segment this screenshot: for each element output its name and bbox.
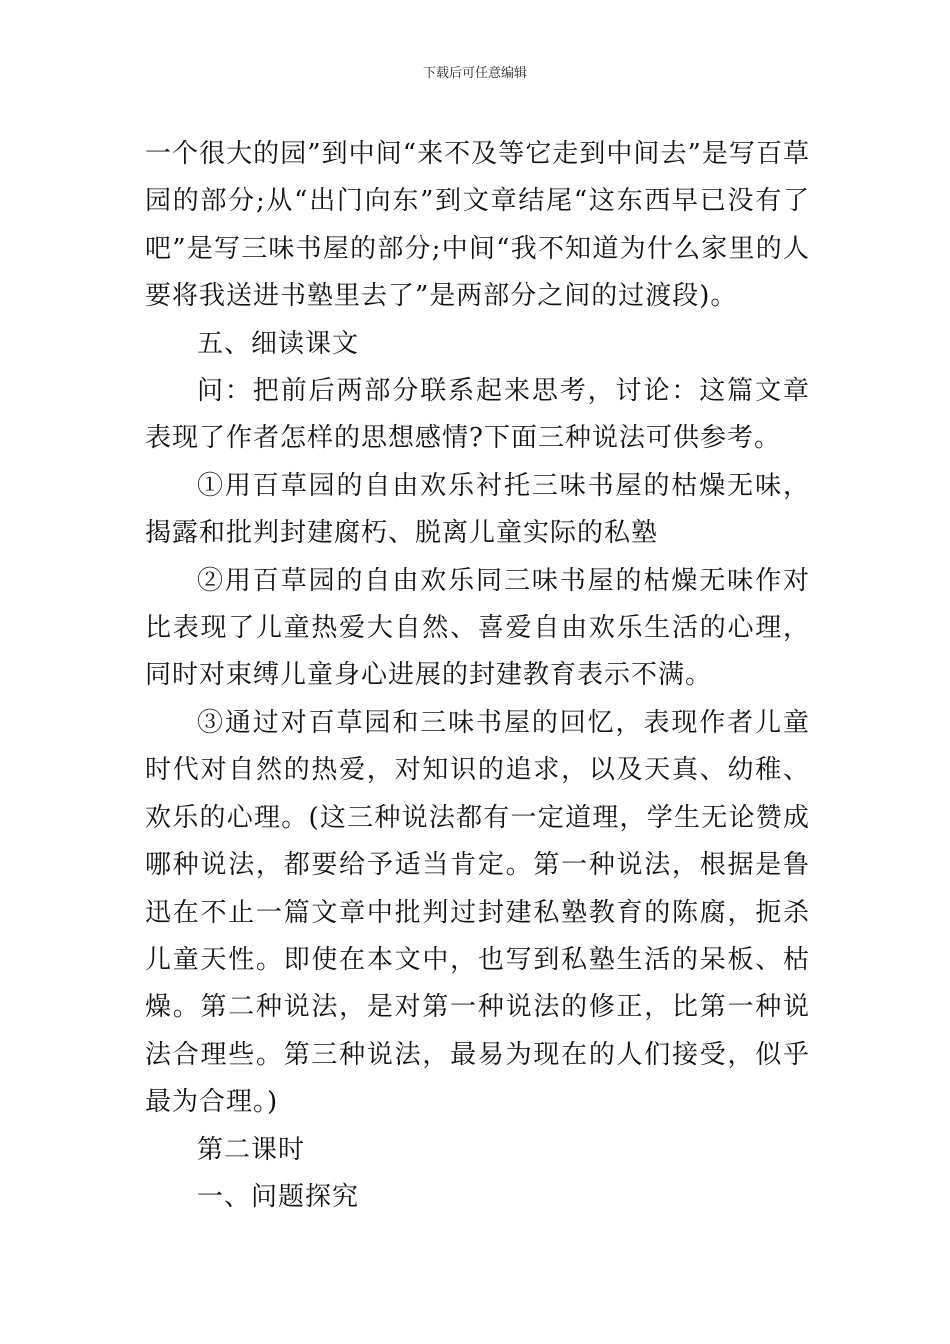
- paragraph-continuation: 一个很大的园”到中间“来不及等它走到中间去”是写百草园的部分;从“出门向东”到文章结尾“这东西早已没有了吧”是写三味书屋的部分;中间“我不知道为什么家里的人要将我送进书塾里去了”是两部分之间的过渡段)。: [145, 139, 810, 312]
- paragraph-option-1: ①用百草园的自由欢乐衬托三味书屋的枯燥无味，揭露和批判封建腐朽、脱离儿童实际的私塾: [145, 470, 810, 549]
- paragraph-option-3: ③通过对百草园和三味书屋的回忆，表现作者儿童时代对自然的热爱，对知识的追求，以及天真、幼稚、欢乐的心理。(这三种说法都有一定道理，学生无论赞成哪种说法，都要给予适当肯定。第一种说法，根据是鲁迅在不止一篇文章中批判过封建私塾教育的陈腐，扼杀儿童天性。即使在本文中，也写到私塾生活的呆板、枯燥。第二种说法，是对第一种说法的修正，比第一种说法合理些。第三种说法，最易为现在的人们接受，似乎最为合理。): [145, 707, 810, 1118]
- section-heading-inquiry: 一、问题探究: [197, 1181, 360, 1212]
- paragraph-option-2: ②用百草园的自由欢乐同三味书屋的枯燥无味作对比表现了儿童热爱大自然、喜爱自由欢乐生活的心理，同时对束缚儿童身心进展的封建教育表示不满。: [145, 565, 810, 691]
- page-header: 下载后可任意编辑: [422, 66, 527, 81]
- document-body: [145, 131, 810, 1221]
- section-heading-second-lesson: 第二课时: [197, 1134, 306, 1165]
- paragraph-question: 问：把前后两部分联系起来思考，讨论：这篇文章表现了作者怎样的思想感情?下面三种说法可供参考。: [145, 376, 810, 454]
- section-heading-close-reading: 五、细读课文: [197, 328, 360, 359]
